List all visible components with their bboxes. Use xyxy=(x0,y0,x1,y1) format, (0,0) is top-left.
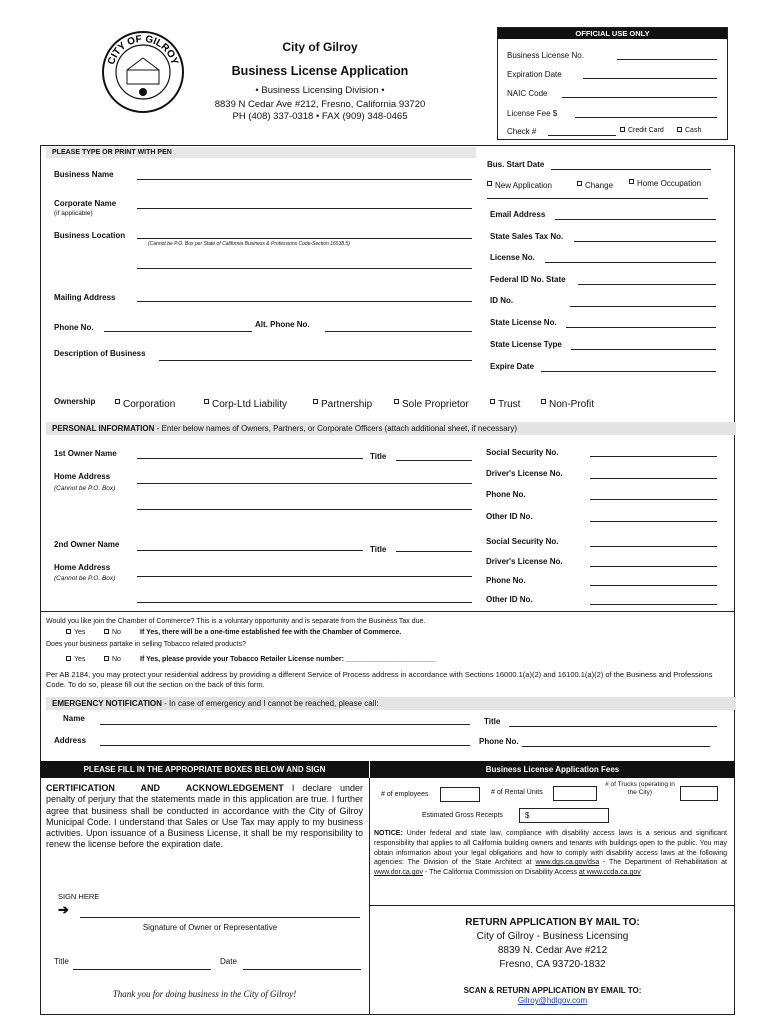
personal-info-subtitle: - Enter below names of Owners, Partners, or Corporate Officers (attach additional sheet, if necessary) xyxy=(154,424,518,433)
section-divider xyxy=(40,611,735,612)
notice-label: NOTICE: xyxy=(374,830,403,837)
ownership-trust-label: Trust xyxy=(498,399,521,410)
cash-option[interactable] xyxy=(677,127,701,134)
gross-receipts-label: Estimated Gross Receipts xyxy=(422,812,503,819)
emergency-title-label: Title xyxy=(484,717,501,726)
certification-heading: CERTIFICATION AND ACKNOWLEDGEMENT xyxy=(46,783,284,793)
scan-return-title: SCAN & RETURN APPLICATION BY EMAIL TO: xyxy=(463,986,642,995)
official-fee-field[interactable] xyxy=(575,117,717,118)
expire-date-field[interactable] xyxy=(541,371,716,372)
owner1-home-field[interactable] xyxy=(137,483,472,484)
home-occupation-label: Home Occupation xyxy=(637,179,702,188)
ownership-partnership-label: Partnership xyxy=(321,399,373,410)
trucks-label: # of Trucks (operating in the City) xyxy=(605,781,675,797)
tobacco-no-checkbox[interactable] xyxy=(104,656,109,661)
owner2-dl-label: Driver's License No. xyxy=(486,557,563,566)
chamber-question: Would you like join the Chamber of Commerce? This is a voluntary opportunity and is separate from the Business Tax due. xyxy=(46,618,426,625)
owner2-phone-label: Phone No. xyxy=(486,576,526,585)
cash-checkbox[interactable] xyxy=(677,127,682,132)
notice-underline xyxy=(370,905,735,906)
tobacco-question: Does your business partake in selling Tobacco related products? xyxy=(46,641,246,648)
id-no-label: ID No. xyxy=(490,296,514,305)
employees-label: # of employees xyxy=(381,791,429,798)
owner2-otherid-label: Other ID No. xyxy=(486,595,533,604)
signature-label: Signature of Owner or Representative xyxy=(142,923,278,932)
emergency-title-field[interactable] xyxy=(509,726,717,727)
ownership-non-profit-label: Non-Profit xyxy=(549,399,595,410)
new-application-checkbox[interactable] xyxy=(487,181,492,186)
tobacco-yes-label: Yes xyxy=(74,656,86,663)
credit-card-checkbox[interactable] xyxy=(620,127,625,132)
owner2-dl-field[interactable] xyxy=(590,566,717,567)
tobacco-yes[interactable] xyxy=(66,656,85,663)
location-note: (Cannot be P.O. Box per State of California Business & Professions Code-Section 16538.5) xyxy=(148,241,350,247)
ownership-corporation-checkbox[interactable] xyxy=(115,399,120,404)
phone-label: Phone No. xyxy=(54,323,94,332)
dsa-link[interactable]: www.dgs.ca.gov/dsa xyxy=(535,859,600,867)
federal-id-label: Federal ID No. State xyxy=(490,275,566,284)
chamber-note: If Yes, there will be a one-time established fee with the Chamber of Commerce. xyxy=(140,629,402,636)
rental-units-label: # of Rental Units xyxy=(491,789,543,796)
trucks-input[interactable] xyxy=(680,786,718,801)
expire-date-label: Expire Date xyxy=(490,362,535,371)
owner2-ssn-field[interactable] xyxy=(590,546,717,547)
license-no-label: License No. xyxy=(490,253,535,262)
federal-id-field[interactable] xyxy=(578,284,716,285)
owner1-title-label: Title xyxy=(370,452,387,461)
employees-input[interactable] xyxy=(440,787,480,802)
chamber-yes[interactable] xyxy=(66,629,85,636)
ownership-sole-proprietor-checkbox[interactable] xyxy=(394,399,399,404)
credit-card-label: Credit Card xyxy=(628,127,664,134)
personal-info-title: PERSONAL INFORMATION xyxy=(52,424,155,433)
fees-bar: Business License Application Fees xyxy=(370,761,735,778)
official-license-label: Business License No. xyxy=(507,51,584,60)
owner1-phone-label: Phone No. xyxy=(486,490,526,499)
tobacco-yes-checkbox[interactable] xyxy=(66,656,71,661)
cert-title-field[interactable] xyxy=(73,969,211,970)
mailing-address-field[interactable] xyxy=(137,301,472,302)
rental-units-input[interactable] xyxy=(553,786,597,801)
emergency-header xyxy=(46,697,736,710)
business-location-label: Business Location xyxy=(54,231,126,240)
certification-body: I declare under penalty of perjury that the statements made in this application are true. I further agree that business shall be conducted in accordance with the City of Gilroy Municipal Code. I understand that Sales or Use Tax may apply to my business activities. Upon issuance of a Business License, it shall be my responsibility to renew the license before the expiration date. xyxy=(46,783,363,850)
owner1-home-field-2[interactable] xyxy=(137,509,472,510)
corporate-name-label: Corporate Name xyxy=(54,199,117,208)
owner2-label: 2nd Owner Name xyxy=(54,540,120,549)
description-label: Description of Business xyxy=(54,349,146,358)
tobacco-note: If Yes, please provide your Tobacco Retailer License number: _______________________ xyxy=(140,656,436,663)
business-location-field[interactable] xyxy=(137,238,472,239)
chamber-no-checkbox[interactable] xyxy=(104,629,109,634)
owner1-phone-field[interactable] xyxy=(590,499,717,500)
official-naic-field[interactable] xyxy=(562,97,717,98)
start-date-extra-line[interactable] xyxy=(487,198,708,199)
official-check-field[interactable] xyxy=(548,135,616,136)
arrow-icon: ➔ xyxy=(58,902,69,917)
bottom-divider xyxy=(369,778,370,1015)
ab2184-notice: Per AB 2184, you may protect your residential address by providing a different Service of Process address in accordance with Sections 16000.1(a)(2) and 16100.1(a)(2) of the Business and Professions Code. To do so, please fill out the section on the back of this form. xyxy=(46,670,713,690)
change-checkbox[interactable] xyxy=(577,181,582,186)
state-license-label: State License No. xyxy=(490,318,557,327)
ownership-trust[interactable] xyxy=(490,399,520,410)
owner2-otherid-field[interactable] xyxy=(590,604,717,605)
official-use-box xyxy=(497,27,728,140)
owner2-no-po: (Cannot be P.O. Box) xyxy=(54,575,116,582)
home-occupation-checkbox[interactable] xyxy=(629,179,634,184)
emergency-address-label: Address xyxy=(54,736,87,745)
ownership-corporation-label: Corporation xyxy=(123,399,176,410)
emergency-phone-label: Phone No. xyxy=(479,737,519,746)
main-form-border xyxy=(40,145,735,1015)
tobacco-no-label: No xyxy=(112,656,121,663)
return-line-3: Fresno, CA 93720-1832 xyxy=(499,959,606,970)
change-option[interactable] xyxy=(577,181,613,190)
owner1-home-label: Home Address xyxy=(54,472,111,481)
owner1-no-po: (Cannot be P.O. Box) xyxy=(54,485,116,492)
start-date-field[interactable] xyxy=(551,169,711,170)
sign-here-label: SIGN HERE xyxy=(58,892,100,901)
owner1-otherid-label: Other ID No. xyxy=(486,512,533,521)
new-application-option[interactable] xyxy=(487,181,552,190)
ownership-partnership[interactable] xyxy=(313,399,372,410)
cert-title-label: Title xyxy=(54,957,69,966)
return-email-link[interactable]: Gilroy@hdlgov.com xyxy=(517,996,588,1005)
ownership-corporation[interactable] xyxy=(115,399,175,410)
gross-receipts-input[interactable] xyxy=(519,808,609,823)
signature-field[interactable] xyxy=(80,917,360,918)
owner2-home-label: Home Address xyxy=(54,563,111,572)
mailing-address-label: Mailing Address xyxy=(54,293,116,302)
owner1-ssn-label: Social Security No. xyxy=(486,448,559,457)
thanks-text: Thank you for doing business in the City of Gilroy! xyxy=(112,989,297,999)
business-name-field[interactable] xyxy=(137,179,472,180)
dor-prefix: - The Department of Rehabilitation at xyxy=(599,859,727,867)
sales-tax-field[interactable] xyxy=(574,241,716,242)
seal-lettering: CITY OF GILROY xyxy=(106,33,180,67)
credit-card-option[interactable] xyxy=(620,127,664,134)
ownership-sole-proprietor[interactable] xyxy=(394,399,469,410)
if-applicable-note: (if applicable) xyxy=(54,210,93,217)
ownership-non-profit[interactable] xyxy=(541,399,594,410)
ownership-partnership-checkbox[interactable] xyxy=(313,399,318,404)
state-license-type-field[interactable] xyxy=(571,349,716,350)
ownership-non-profit-checkbox[interactable] xyxy=(541,399,546,404)
owner2-title-label: Title xyxy=(370,545,387,554)
owner1-title-field[interactable] xyxy=(396,460,472,461)
cash-label: Cash xyxy=(685,127,702,134)
notice-body: Under federal and state law, compliance with disability access laws is a serious and significant responsibility that applies to all California building owners and tenants with buildings open to the public. You may obtain information about your legal obligations and how to comply with disability access laws at the following agencies: The Division of the State Architect at xyxy=(374,830,727,867)
city-name: City of Gilroy xyxy=(282,40,358,54)
start-date-label: Bus. Start Date xyxy=(487,160,545,169)
emergency-name-label: Name xyxy=(63,714,85,723)
phone-field[interactable] xyxy=(104,331,252,332)
alt-phone-field[interactable] xyxy=(325,331,472,332)
personal-info-header xyxy=(46,422,736,435)
official-fee-label: License Fee $ xyxy=(507,109,558,118)
gross-dollar-sign: $ xyxy=(525,811,530,820)
emergency-title: EMERGENCY NOTIFICATION xyxy=(52,699,162,708)
chamber-no-label: No xyxy=(112,629,121,636)
ownership-corp-ltd-checkbox[interactable] xyxy=(204,399,209,404)
owner2-home-field[interactable] xyxy=(137,576,472,577)
home-occupation-option[interactable] xyxy=(629,179,701,188)
ownership-trust-checkbox[interactable] xyxy=(490,399,495,404)
owner1-field[interactable] xyxy=(137,458,363,459)
alt-phone-label: Alt. Phone No. xyxy=(255,320,310,329)
owner1-dl-label: Driver's License No. xyxy=(486,469,563,478)
city-seal xyxy=(101,30,185,114)
owner2-ssn-label: Social Security No. xyxy=(486,537,559,546)
cert-date-label: Date xyxy=(220,957,237,966)
tobacco-no[interactable] xyxy=(104,656,121,663)
emergency-address-field[interactable] xyxy=(100,745,470,746)
official-expiration-field[interactable] xyxy=(583,78,717,79)
ownership-corp-ltd-label: Corp-Ltd Liability xyxy=(212,399,288,410)
dor-link[interactable]: www.dor.ca.gov xyxy=(374,869,424,877)
chamber-no[interactable] xyxy=(104,629,121,636)
business-location-field-2[interactable] xyxy=(137,268,472,269)
license-no-field[interactable] xyxy=(545,262,716,263)
emergency-name-field[interactable] xyxy=(100,724,470,725)
page-title: Business License Application xyxy=(231,64,409,78)
owner1-dl-field[interactable] xyxy=(590,478,717,479)
header-address: 8839 N Cedar Ave #212, Fresno, California 93720 xyxy=(214,99,426,110)
disability-notice xyxy=(374,829,727,878)
owner2-field[interactable] xyxy=(137,550,363,551)
header-phone: PH (408) 337-0318 • FAX (909) 348-0465 xyxy=(232,111,408,122)
return-title: RETURN APPLICATION BY MAIL TO: xyxy=(465,917,640,928)
ownership-label: Ownership xyxy=(54,397,96,406)
business-name-label: Business Name xyxy=(54,170,114,179)
owner1-otherid-field[interactable] xyxy=(590,521,717,522)
official-license-field[interactable] xyxy=(617,59,717,60)
official-expiration-label: Expiration Date xyxy=(507,70,562,79)
owner2-home-field-2[interactable] xyxy=(137,602,472,603)
state-license-type-label: State License Type xyxy=(490,340,562,349)
fill-boxes-bar: PLEASE FILL IN THE APPROPRIATE BOXES BELOW AND SIGN xyxy=(40,761,369,778)
owner2-title-field[interactable] xyxy=(396,551,472,552)
emergency-subtitle: - In case of emergency and I cannot be reached, please call: xyxy=(161,699,379,708)
id-no-field[interactable] xyxy=(570,306,716,307)
type-print-header: PLEASE TYPE OR PRINT WITH PEN xyxy=(46,147,476,158)
return-line-2: 8839 N. Cedar Ave #212 xyxy=(497,945,608,956)
cert-date-field[interactable] xyxy=(243,969,361,970)
email-field[interactable] xyxy=(555,219,716,220)
chamber-yes-label: Yes xyxy=(74,629,86,636)
ownership-corp-ltd[interactable] xyxy=(204,399,287,410)
ccda-prefix: - The California Commission on Disability Access xyxy=(423,869,577,877)
division: • Business Licensing Division • xyxy=(255,85,385,96)
return-line-1: City of Gilroy - Business Licensing xyxy=(476,931,629,942)
description-field[interactable] xyxy=(159,360,472,361)
chamber-yes-checkbox[interactable] xyxy=(66,629,71,634)
ownership-sole-proprietor-label: Sole Proprietor xyxy=(402,399,469,410)
state-license-field[interactable] xyxy=(566,327,716,328)
sales-tax-label: State Sales Tax No. xyxy=(490,232,564,241)
owner1-label: 1st Owner Name xyxy=(54,449,117,458)
corporate-name-field[interactable] xyxy=(137,208,472,209)
email-label: Email Address xyxy=(490,210,546,219)
official-naic-label: NAIC Code xyxy=(507,89,548,98)
change-label: Change xyxy=(585,181,614,190)
official-check-label: Check # xyxy=(507,127,537,136)
owner1-ssn-field[interactable] xyxy=(590,456,717,457)
certification-text xyxy=(46,783,363,851)
svg-text:CITY OF GILROY xyxy=(106,34,180,67)
emergency-phone-field[interactable] xyxy=(522,746,710,747)
official-use-title: OFFICIAL USE ONLY xyxy=(498,28,727,39)
owner2-phone-field[interactable] xyxy=(590,585,717,586)
ccda-link[interactable]: at www.ccda.ca.gov xyxy=(578,869,641,877)
new-application-label: New Application xyxy=(495,181,552,190)
